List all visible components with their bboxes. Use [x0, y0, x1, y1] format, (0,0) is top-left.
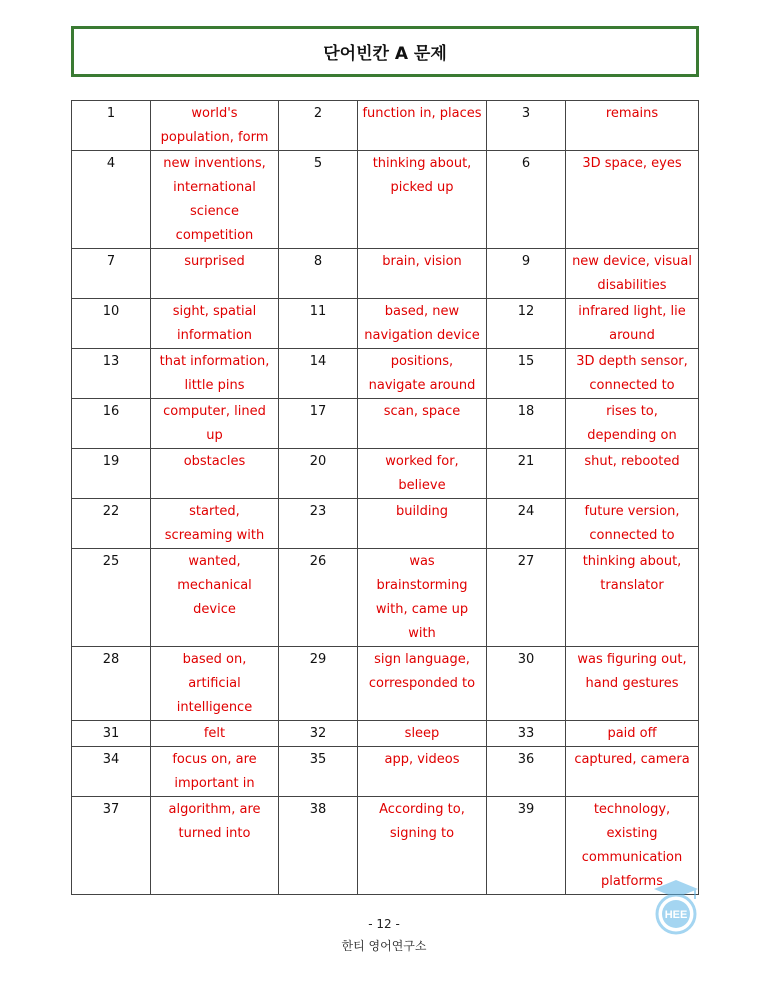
table-row: [72, 151, 699, 249]
answer-text: new device, visual disabilities: [566, 249, 699, 299]
question-number: 29: [279, 647, 358, 721]
table-row: [72, 449, 699, 499]
question-number: 27: [487, 549, 566, 647]
question-number: 17: [279, 399, 358, 449]
page-number: - 12 -: [368, 917, 400, 931]
question-number: 34: [72, 747, 151, 797]
table-row: [72, 721, 699, 747]
answer-text: captured, camera: [566, 747, 699, 797]
answer-table: [71, 100, 699, 895]
question-number: 20: [279, 449, 358, 499]
question-number: 9: [487, 249, 566, 299]
answer-text: obstacles: [151, 449, 279, 499]
logo-text: HEE: [664, 909, 688, 921]
question-number: 8: [279, 249, 358, 299]
table-row: [72, 797, 699, 895]
question-number: 25: [72, 549, 151, 647]
answer-text: sight, spatial information: [151, 299, 279, 349]
question-number: 4: [72, 151, 151, 249]
question-number: 2: [279, 101, 358, 151]
question-number: 30: [487, 647, 566, 721]
title-box: [71, 26, 699, 77]
question-number: 16: [72, 399, 151, 449]
question-number: 21: [487, 449, 566, 499]
question-number: 5: [279, 151, 358, 249]
question-number: 11: [279, 299, 358, 349]
answer-text: function in, places: [358, 101, 487, 151]
answer-text: scan, space: [358, 399, 487, 449]
question-number: 31: [72, 721, 151, 747]
answer-text: algorithm, are turned into: [151, 797, 279, 895]
answer-text: 3D depth sensor, connected to: [566, 349, 699, 399]
question-number: 35: [279, 747, 358, 797]
table-row: [72, 747, 699, 797]
answer-text: shut, rebooted: [566, 449, 699, 499]
answer-text: sign language, corresponded to: [358, 647, 487, 721]
answer-text: app, videos: [358, 747, 487, 797]
table-row: [72, 299, 699, 349]
answer-text: computer, lined up: [151, 399, 279, 449]
answer-text: brain, vision: [358, 249, 487, 299]
table-row: [72, 499, 699, 549]
hee-logo: [648, 878, 704, 936]
question-number: 10: [72, 299, 151, 349]
answer-text: worked for, believe: [358, 449, 487, 499]
answer-text: future version, connected to: [566, 499, 699, 549]
table-row: [72, 349, 699, 399]
answer-text: focus on, are important in: [151, 747, 279, 797]
question-number: 36: [487, 747, 566, 797]
table-row: [72, 549, 699, 647]
question-number: 15: [487, 349, 566, 399]
answer-text: wanted, mechanical device: [151, 549, 279, 647]
question-number: 33: [487, 721, 566, 747]
table-row: [72, 249, 699, 299]
answer-text: started, screaming with: [151, 499, 279, 549]
question-number: 24: [487, 499, 566, 549]
answer-text: thinking about, picked up: [358, 151, 487, 249]
answer-text: thinking about, translator: [566, 549, 699, 647]
question-number: 13: [72, 349, 151, 399]
question-number: 6: [487, 151, 566, 249]
answer-table-body: [72, 101, 699, 895]
footer-org-name: 한티 영어연구소: [341, 939, 427, 953]
answer-text: felt: [151, 721, 279, 747]
answer-text: surprised: [151, 249, 279, 299]
question-number: 12: [487, 299, 566, 349]
question-number: 23: [279, 499, 358, 549]
answer-text: that information, little pins: [151, 349, 279, 399]
question-number: 26: [279, 549, 358, 647]
question-number: 37: [72, 797, 151, 895]
table-row: [72, 399, 699, 449]
answer-text: 3D space, eyes: [566, 151, 699, 249]
question-number: 22: [72, 499, 151, 549]
question-number: 39: [487, 797, 566, 895]
question-number: 28: [72, 647, 151, 721]
question-number: 14: [279, 349, 358, 399]
answer-text: rises to, depending on: [566, 399, 699, 449]
answer-text: was brainstorming with, came up with: [358, 549, 487, 647]
page-title: 단어빈칸 A 문제: [323, 44, 447, 64]
answer-text: building: [358, 499, 487, 549]
question-number: 38: [279, 797, 358, 895]
question-number: 1: [72, 101, 151, 151]
answer-text: sleep: [358, 721, 487, 747]
answer-text: based on, artificial intelligence: [151, 647, 279, 721]
answer-text: based, new navigation device: [358, 299, 487, 349]
table-row: [72, 101, 699, 151]
question-number: 7: [72, 249, 151, 299]
table-row: [72, 647, 699, 721]
answer-text: According to, signing to: [358, 797, 487, 895]
answer-text: world's population, form: [151, 101, 279, 151]
answer-text: paid off: [566, 721, 699, 747]
question-number: 3: [487, 101, 566, 151]
answer-text: technology, existing communication platforms: [566, 797, 699, 895]
answer-text: infrared light, lie around: [566, 299, 699, 349]
question-number: 32: [279, 721, 358, 747]
answer-text: new inventions, international science competition: [151, 151, 279, 249]
answer-text: was figuring out, hand gestures: [566, 647, 699, 721]
question-number: 19: [72, 449, 151, 499]
question-number: 18: [487, 399, 566, 449]
answer-text: remains: [566, 101, 699, 151]
answer-text: positions, navigate around: [358, 349, 487, 399]
